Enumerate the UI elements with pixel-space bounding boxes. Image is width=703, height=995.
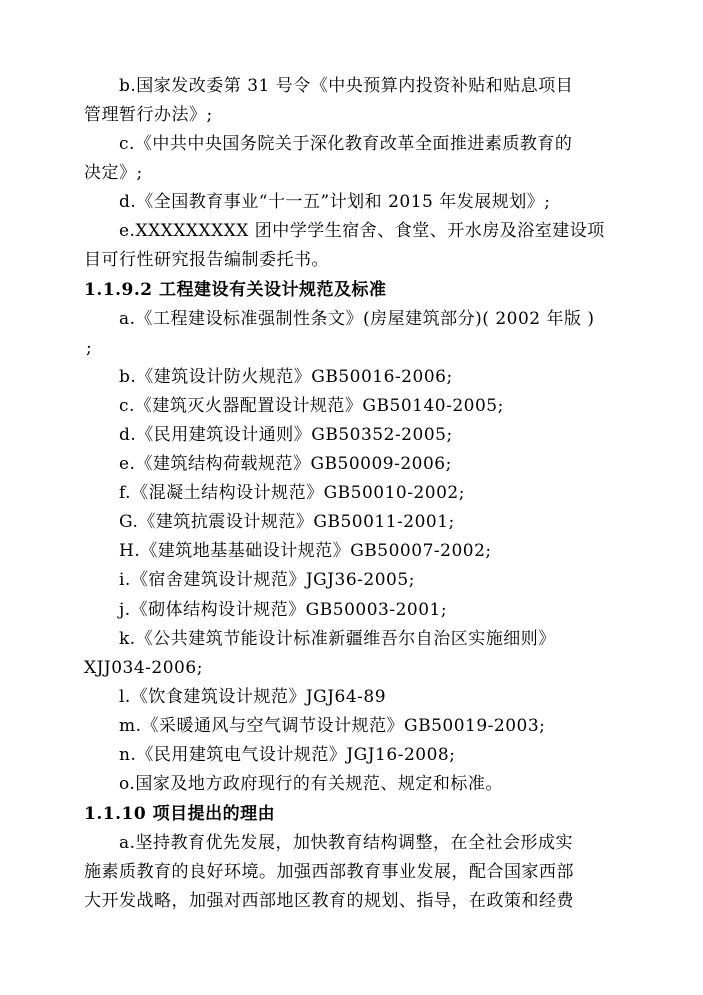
text-line: f.《混凝土结构设计规范》GB50010-2002; [119,483,465,503]
text-line: XJJ034-2006; [84,658,203,678]
text-line: ; [86,338,93,358]
text-line: a.坚持教育优先发展，加快教育结构调整，在全社会形成实 [119,833,574,853]
text-line: e.XXXXXXXXX 团中学学生宿舍、食堂、开水房及浴室建设项 [119,221,605,241]
text-line: d.《民用建筑设计通则》GB50352-2005; [119,425,453,445]
text-line: 管理暂行办法》; [84,105,213,125]
text-line: H.《建筑地基基础设计规范》GB50007-2002; [119,541,492,561]
section-heading: 1.1.9.2 工程建设有关设计规范及标准 [84,280,387,300]
text-line: o.国家及地方政府现行的有关规范、规定和标准。 [119,774,503,794]
text-line: d.《全国教育事业“十一五”计划和 2015 年发展规划》; [119,192,551,212]
text-line: j.《砌体结构设计规范》GB50003-2001; [119,600,448,620]
section-heading: 1.1.10 项目提出的理由 [84,804,276,824]
text-line: 施素质教育的良好环境。加强西部教育事业发展，配合国家西部 [84,862,574,882]
text-line: i.《宿舍建筑设计规范》JGJ36-2005; [119,570,415,590]
text-line: m.《采暖通风与空气调节设计规范》GB50019-2003; [119,716,546,736]
text-line: c.《建筑灭火器配置设计规范》GB50140-2005; [119,396,504,416]
text-line: l.《饮食建筑设计规范》JGJ64-89 [119,687,387,707]
text-line: b.《建筑设计防火规范》GB50016-2006; [119,367,453,387]
text-line: G.《建筑抗震设计规范》GB50011-2001; [119,512,455,532]
text-line: 目可行性研究报告编制委托书。 [84,250,329,270]
text-line: 决定》; [84,163,143,183]
text-line: k.《公共建筑节能设计标准新疆维吾尔自治区实施细则》 [119,629,556,649]
text-line: b.国家发改委第 31 号令《中央预算内投资补贴和贴息项目 [119,76,574,96]
text-line: n.《民用建筑电气设计规范》JGJ16-2008; [119,745,456,765]
text-line: e.《建筑结构荷载规范》GB50009-2006; [119,454,452,474]
text-line: 大开发战略，加强对西部地区教育的规划、指导，在政策和经费 [84,891,574,911]
text-line: a.《工程建设标准强制性条文》(房屋建筑部分)( 2002 年版 ) [119,309,595,329]
text-line: c.《中共中央国务院关于深化教育改革全面推进素质教育的 [119,134,573,154]
